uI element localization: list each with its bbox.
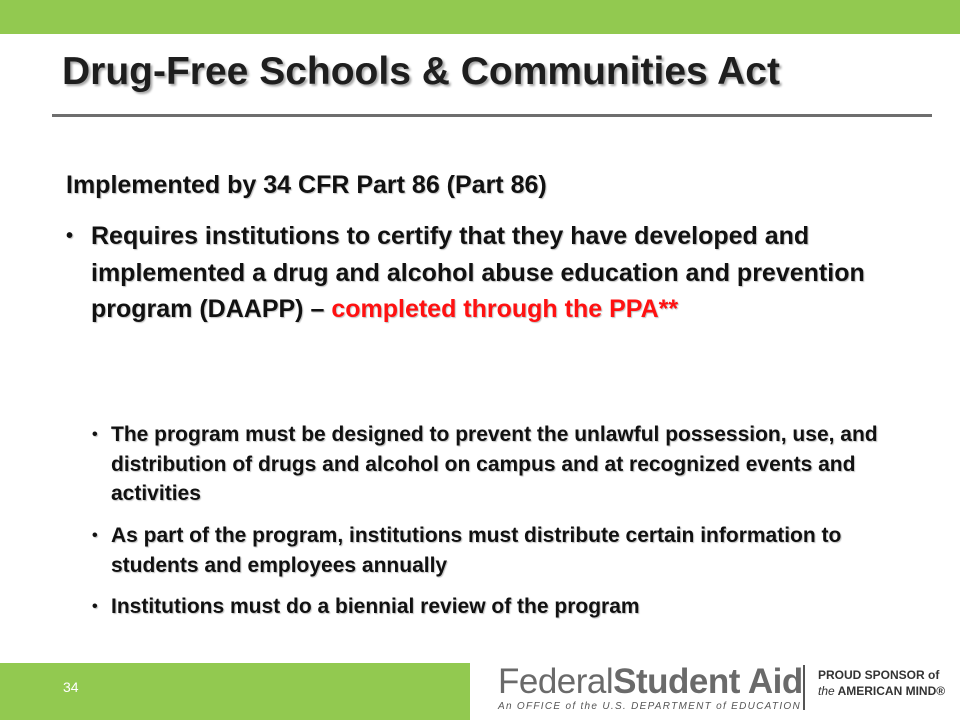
sub-bullet: [92, 592, 882, 622]
top-accent-bar: [0, 0, 960, 34]
logo-tagline: An OFFICE of the U.S. DEPARTMENT of EDUCATION: [498, 701, 801, 712]
sub-bullet: [92, 521, 882, 580]
federal-student-aid-logo: [498, 664, 803, 712]
bullet-marker: •: [92, 598, 98, 615]
logo-word-student-aid: Student Aid: [613, 662, 803, 701]
logo-wordmark: [498, 664, 803, 700]
footer-divider: [803, 665, 805, 710]
sub-bullet-text: As part of the program, institutions must distribute certain information to students and employees annually: [111, 524, 842, 577]
sub-bullet-text: The program must be designed to prevent the unlawful possession, use, and distribution of drugs and alcohol on campus and at recognized events and activities: [111, 423, 878, 505]
sponsor-the: the: [818, 684, 835, 698]
sponsor-american-mind: AMERICAN MIND®: [837, 684, 946, 698]
sub-bullet: [92, 420, 882, 509]
title-divider: [52, 114, 932, 117]
bullet-marker: •: [92, 527, 98, 544]
main-bullet-highlight: completed through the PPA**: [331, 295, 679, 323]
logo-word-federal: Federal: [498, 662, 614, 701]
main-bullet-text: Requires institutions to certify that they have developed and implemented a drug and alcohol abuse education and prevention program (DAAPP) –: [91, 222, 865, 323]
sponsor-line-2: [818, 683, 945, 699]
page-number: 34: [63, 679, 79, 695]
bullet-marker: •: [66, 225, 74, 247]
section-heading: Implemented by 34 CFR Part 86 (Part 86): [66, 171, 547, 199]
sponsor-text: [818, 667, 945, 699]
slide-title: Drug-Free Schools & Communities Act: [62, 50, 780, 93]
sub-bullet-text: Institutions must do a biennial review of the program: [111, 595, 640, 618]
main-bullet: [66, 218, 908, 328]
bullet-marker: •: [92, 426, 98, 443]
sponsor-line-1: PROUD SPONSOR of: [818, 668, 940, 682]
